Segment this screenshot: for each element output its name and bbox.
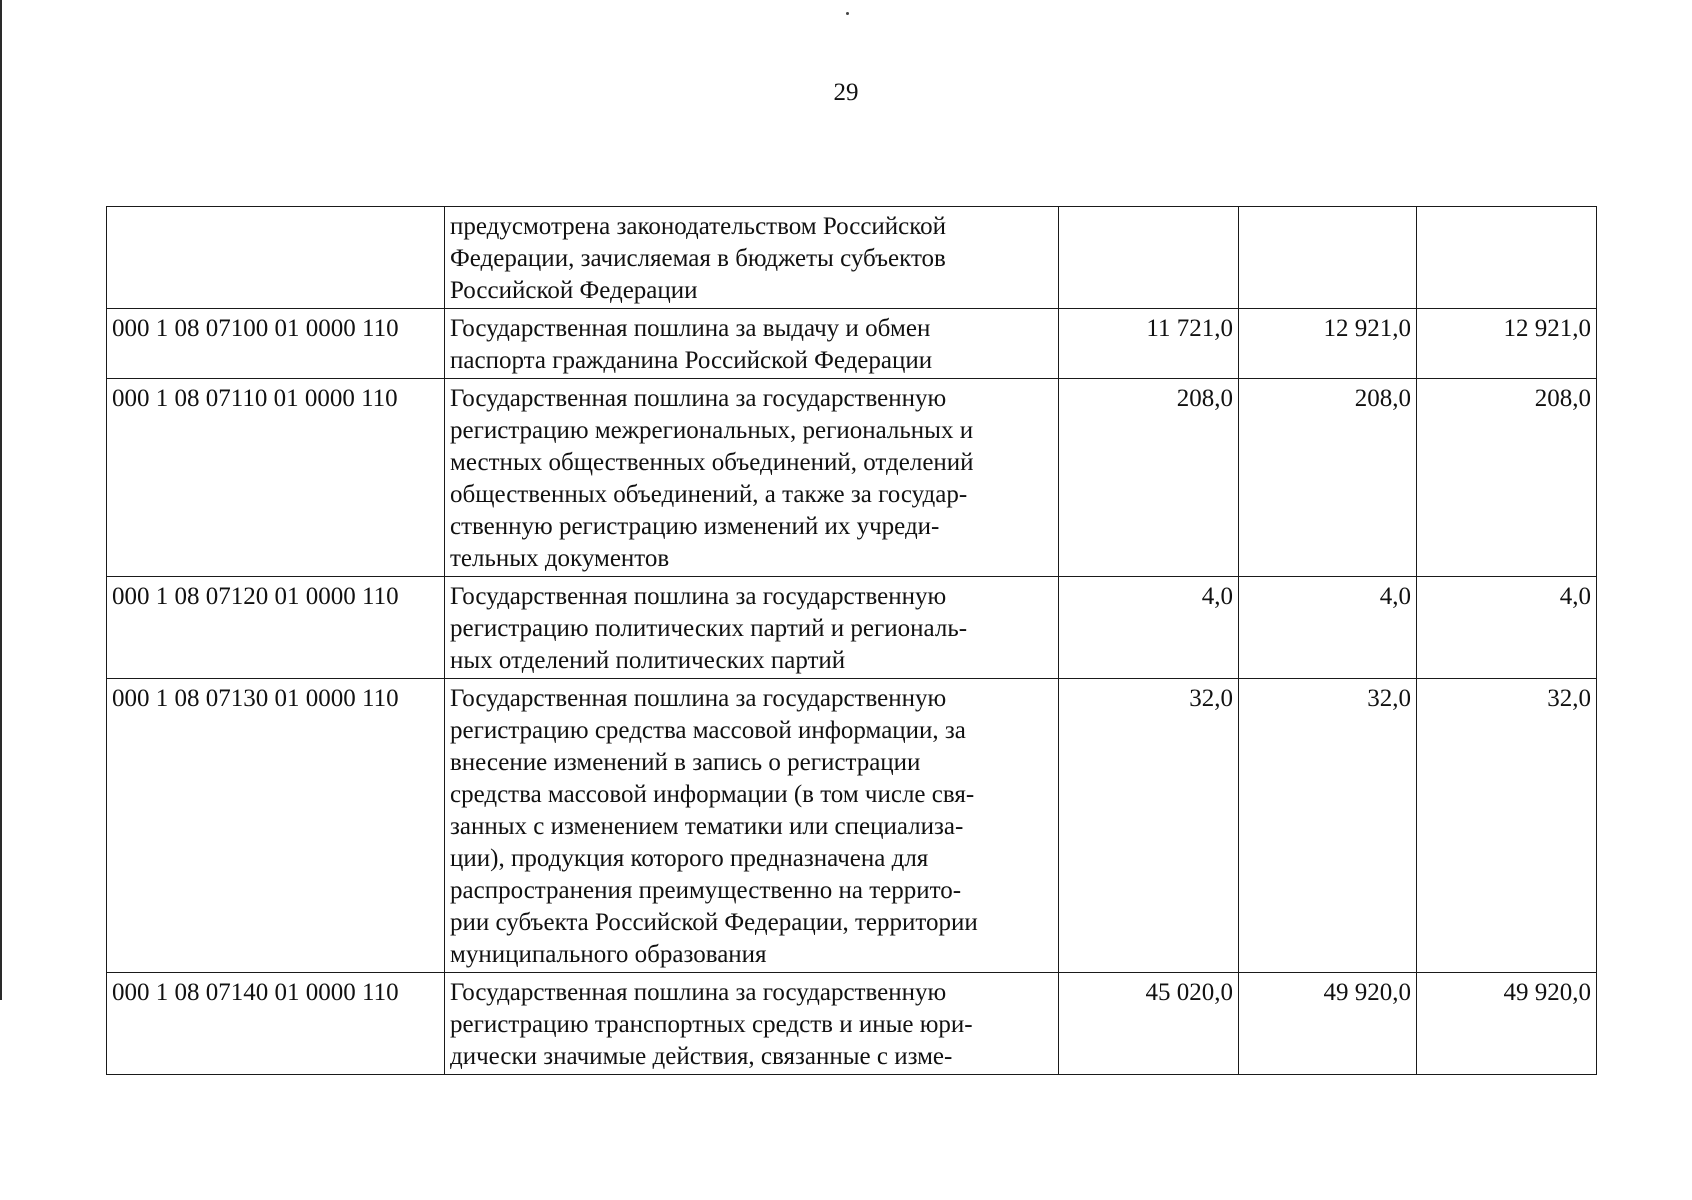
- income-name-line: местных общественных объединений, отделений: [450, 449, 974, 476]
- income-name-cell: [445, 207, 1059, 309]
- income-name-line: средства массовой информации (в том числе свя-: [450, 781, 975, 808]
- budget-code-cell: [107, 207, 445, 309]
- income-name-cell: [445, 379, 1059, 577]
- income-name-cell: [445, 577, 1059, 679]
- scan-left-edge: [0, 0, 2, 1000]
- income-name-line: Государственная пошлина за государственную: [450, 385, 947, 412]
- income-name-line: Государственная пошлина за выдачу и обмен: [450, 315, 931, 342]
- income-name-line: регистрацию политических партий и региональ-: [450, 615, 968, 642]
- table-row: [107, 309, 1597, 379]
- budget-code-cell: 000 1 08 07130 01 0000 110: [107, 679, 445, 973]
- amount-year-2-cell: 4,0: [1239, 577, 1417, 679]
- budget-code-cell: 000 1 08 07140 01 0000 110: [107, 973, 445, 1075]
- amount-year-2-cell: [1239, 207, 1417, 309]
- income-name-line: ных отделений политических партий: [450, 647, 846, 674]
- amount-year-2-cell: 12 921,0: [1239, 309, 1417, 379]
- table-row: [107, 577, 1597, 679]
- table-row: [107, 207, 1597, 309]
- income-name-line: распространения преимущественно на террито-: [450, 877, 962, 904]
- income-name-line: Государственная пошлина за государственную: [450, 685, 947, 712]
- scan-speck: [846, 12, 849, 15]
- amount-year-3-cell: 12 921,0: [1417, 309, 1597, 379]
- table-row: [107, 679, 1597, 973]
- amount-year-3-cell: 32,0: [1417, 679, 1597, 973]
- amount-year-2-cell: 49 920,0: [1239, 973, 1417, 1075]
- income-name-line: муниципального образования: [450, 941, 767, 968]
- revenue-table: [106, 206, 1597, 1075]
- income-name-line: дически значимые действия, связанные с изме-: [450, 1043, 953, 1070]
- income-name-line: тельных документов: [450, 545, 670, 572]
- income-name-line: Российской Федерации: [450, 277, 698, 304]
- amount-year-1-cell: 32,0: [1059, 679, 1239, 973]
- income-name-line: предусмотрена законодательством Российской: [450, 213, 947, 240]
- page-number: 29: [833, 79, 859, 106]
- income-name-cell: [445, 309, 1059, 379]
- income-name-line: рии субъекта Российской Федерации, территории: [450, 909, 978, 936]
- income-name-line: паспорта гражданина Российской Федерации: [450, 347, 933, 374]
- amount-year-2-cell: 32,0: [1239, 679, 1417, 973]
- income-name-line: внесение изменений в запись о регистрации: [450, 749, 921, 776]
- income-name-line: ственную регистрацию изменений их учреди-: [450, 513, 940, 540]
- amount-year-1-cell: 208,0: [1059, 379, 1239, 577]
- income-name-line: регистрацию транспортных средств и иные юри-: [450, 1011, 973, 1038]
- amount-year-1-cell: 45 020,0: [1059, 973, 1239, 1075]
- budget-code-cell: 000 1 08 07110 01 0000 110: [107, 379, 445, 577]
- income-name-cell: [445, 973, 1059, 1075]
- income-name-line: регистрацию межрегиональных, региональных и: [450, 417, 974, 444]
- amount-year-3-cell: 49 920,0: [1417, 973, 1597, 1075]
- income-name-line: ции), продукция которого предназначена для: [450, 845, 929, 872]
- income-name-cell: [445, 679, 1059, 973]
- table-row: [107, 379, 1597, 577]
- amount-year-3-cell: 4,0: [1417, 577, 1597, 679]
- amount-year-2-cell: 208,0: [1239, 379, 1417, 577]
- amount-year-1-cell: [1059, 207, 1239, 309]
- income-name-line: Государственная пошлина за государственную: [450, 979, 947, 1006]
- budget-code-cell: 000 1 08 07100 01 0000 110: [107, 309, 445, 379]
- amount-year-3-cell: 208,0: [1417, 379, 1597, 577]
- income-name-line: занных с изменением тематики или специализа-: [450, 813, 964, 840]
- amount-year-1-cell: 4,0: [1059, 577, 1239, 679]
- income-name-line: общественных объединений, а также за государ-: [450, 481, 968, 508]
- income-name-line: Государственная пошлина за государственную: [450, 583, 947, 610]
- amount-year-3-cell: [1417, 207, 1597, 309]
- amount-year-1-cell: 11 721,0: [1059, 309, 1239, 379]
- budget-code-cell: 000 1 08 07120 01 0000 110: [107, 577, 445, 679]
- income-name-line: Федерации, зачисляемая в бюджеты субъектов: [450, 245, 946, 272]
- income-name-line: регистрацию средства массовой информации, за: [450, 717, 966, 744]
- table-row: [107, 973, 1597, 1075]
